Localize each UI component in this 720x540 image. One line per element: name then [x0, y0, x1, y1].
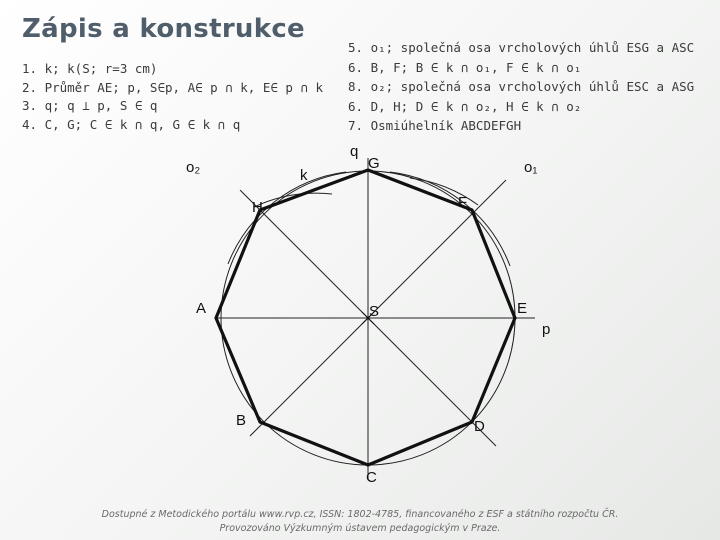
label-line-p: p: [542, 321, 551, 338]
label-line-o2: o₂: [186, 159, 201, 176]
label-point-a: A: [196, 300, 207, 317]
step-item: 4. C, G; C ∈ k ∩ q, G ∈ k ∩ q: [22, 116, 241, 132]
label-point-b: B: [236, 412, 247, 429]
step-item: 8. o₂; společná osa vrcholových úhlů ESC a ASG: [348, 79, 695, 94]
footer-note: [0, 508, 720, 536]
label-line-q: q: [350, 143, 359, 160]
slide-title: Zápis a konstrukce: [22, 14, 305, 44]
label-point-d: D: [474, 418, 485, 435]
step-item: 3. q; q ⊥ p, S ∈ q: [22, 98, 158, 113]
label-point-e: E: [517, 300, 528, 317]
step-item: 2. Průměr AE; p, S∈p, A∈ p ∩ k, E∈ p ∩ k: [22, 79, 324, 95]
construction-arc: [254, 193, 332, 207]
footer-line: Dostupné z Metodického portálu www.rvp.cz, ISSN: 1802-4785, financovaného z ESF a státního rozpočtu ČR.: [101, 509, 619, 520]
label-point-f: F: [458, 194, 468, 211]
label-point-c: C: [366, 469, 377, 486]
label-point-h: H: [252, 199, 263, 216]
step-item: 1. k; k(S; r=3 cm): [22, 61, 158, 76]
footer-line: Provozováno Výzkumným ústavem pedagogickým v Praze.: [219, 523, 501, 534]
step-item: 7. Osmiúhelník ABCDEFGH: [348, 118, 522, 133]
step-item: 6. B, F; B ∈ k ∩ o₁, F ∈ k ∩ o₁: [348, 59, 582, 75]
label-circle-k: k: [300, 167, 308, 184]
label-line-o1: o₁: [524, 159, 538, 176]
step-item: 5. o₁; společná osa vrcholových úhlů ESG a ASC: [348, 40, 695, 55]
step-item: 6. D, H; D ∈ k ∩ o₂, H ∈ k ∩ o₂: [348, 98, 582, 114]
label-point-g: G: [368, 155, 380, 172]
label-point-s: S: [369, 303, 380, 320]
